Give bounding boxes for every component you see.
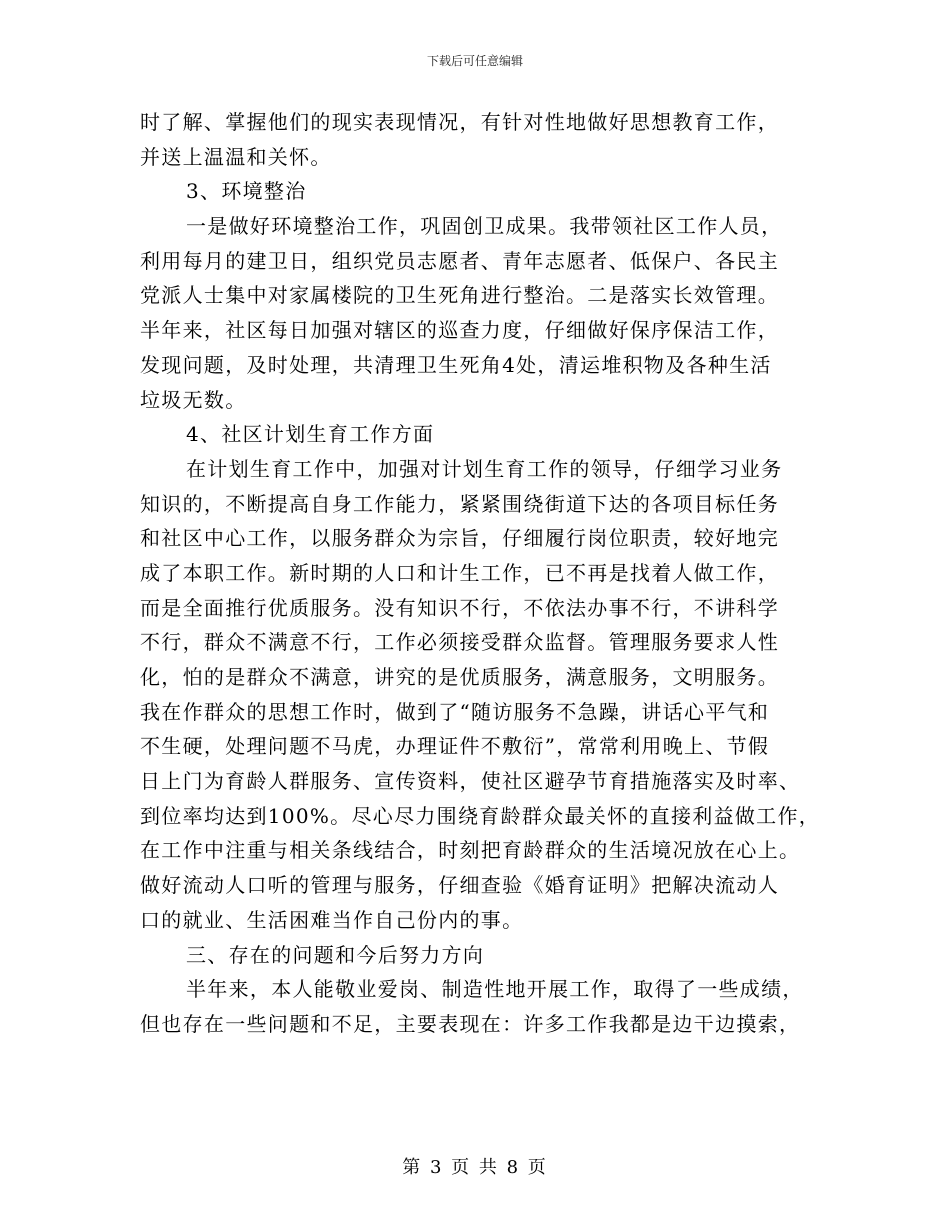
text-line: 4、社区计划生育工作方面 [186,422,435,447]
text-line: 而是全面推行优质服务。没有知识不行，不依法办事不行，不讲科学 [140,595,779,620]
text-line: 党派人士集中对家属楼院的卫生死角进行整治。二是落实长效管理。 [140,283,779,308]
text-line: 半年来，本人能敬业爱岗、制造性地开展工作，取得了一些成绩， [186,977,804,1002]
text-line: 化，怕的是群众不满意，讲究的是优质服务，满意服务，文明服务。 [140,665,779,689]
text-line: 半年来，社区每日加强对辖区的巡查力度，仔细做好保序保洁工作， [140,318,779,343]
text-line: 一是做好环境整治工作，巩固创卫成果。我带领社区工作人员， [186,214,783,239]
document-body [140,105,820,1042]
text-line: 成了本职工作。新时期的人口和计生工作，已不再是找着人做工作， [140,560,779,585]
text-line: 利用每月的建卫日，组织党员志愿者、青年志愿者、低保户、各民主 [140,248,779,273]
text-line: 到位率均达到100%。尽心尽力围绕育龄群众最关怀的直接利益做工作， [140,803,821,828]
text-line: 日上门为育龄人群服务、宣传资料，使社区避孕节育措施落实及时率、 [140,769,801,794]
page-number: 第 3 页 共 8 页 [402,1157,548,1178]
text-line: 不生硬，处理问题不马虎，办理证件不敷衍”，常常利用晚上、节假 [140,734,770,759]
text-line: 发现问题，及时处理，共清理卫生死角4处，清运堆积物及各种生活 [140,352,772,377]
text-line: 做好流动人口听的管理与服务，仔细查验《婚育证明》把解决流动人 [140,873,779,898]
text-line: 三、存在的问题和今后努力方向 [186,942,485,967]
text-line: 在计划生育工作中，加强对计划生育工作的领导，仔细学习业务 [186,456,783,481]
text-line: 3、环境整治 [186,179,307,204]
text-line: 不行，群众不满意不行，工作必须接受群众监督。管理服务要求人性 [140,630,779,655]
text-line: 垃圾无数。 [140,387,247,412]
text-line: 知识的，不断提高自身工作能力，紧紧围绕街道下达的各项目标任务 [140,491,779,516]
text-line: 在工作中注重与相关条线结合，时刻把育龄群众的生活境况放在心上。 [140,838,801,863]
text-line: 但也存在一些问题和不足，主要表现在：许多工作我都是边干边摸索， [140,1011,801,1036]
text-line: 口的就业、生活困难当作自己份内的事。 [140,907,524,932]
text-line: 和社区中心工作，以服务群众为宗旨，仔细履行岗位职责，较好地完 [140,526,779,551]
text-line: 我在作群众的思想工作时，做到了“随访服务不急躁，讲话心平气和 [140,699,770,724]
text-line: 并送上温温和关怀。 [140,144,332,169]
page-header: 下载后可任意编辑 [426,54,523,68]
text-line: 时了解、掌握他们的现实表现情况，有针对性地做好思想教育工作， [140,110,779,134]
